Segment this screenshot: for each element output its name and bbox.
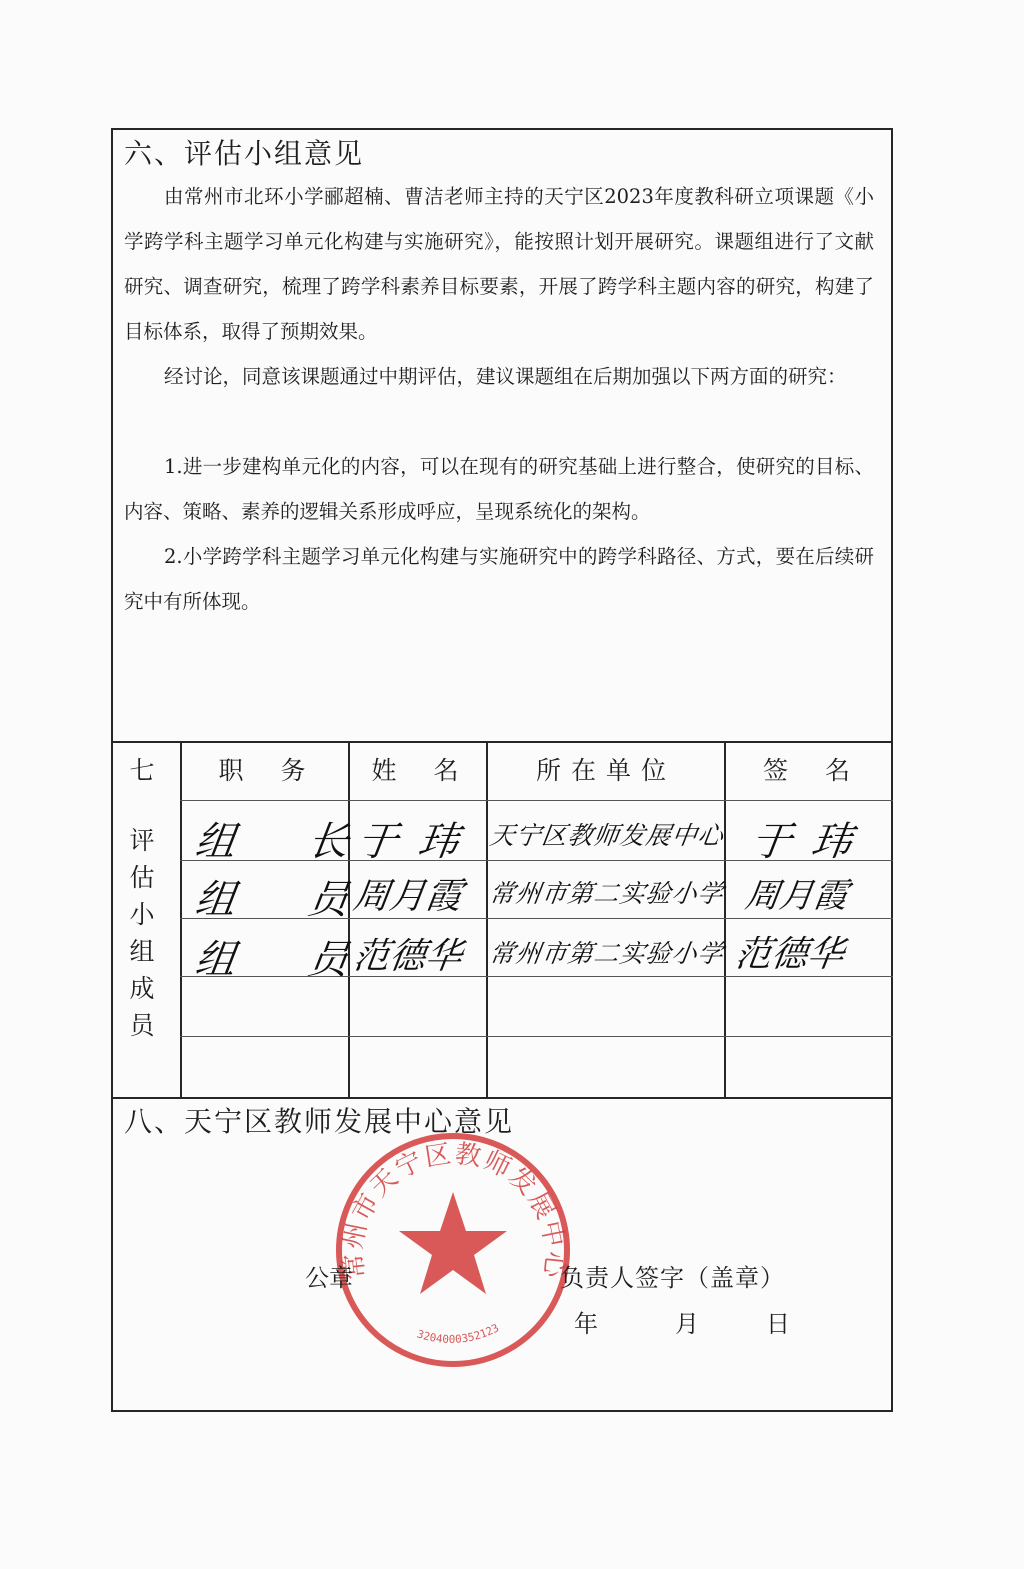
row2-unit: 常州市第二实验小学 [487,879,726,908]
date-day: 日 [766,1310,790,1338]
row1-unit: 天宁区教师发展中心 [487,821,726,850]
seal-number: 3204000352123 [415,1321,502,1346]
section7-number: 七 [129,756,155,785]
header-row-border [180,800,893,801]
signature-label: 负责人签字（盖章） [560,1264,785,1292]
row3-name: 范德华 [350,936,465,977]
header-name: 姓 名 [371,756,465,785]
seal-star-icon [399,1192,507,1294]
header-unit: 所在单位 [535,756,676,785]
row3-unit: 常州市第二实验小学 [487,939,726,968]
section6-paragraph-4: 2.小学跨学科主题学习单元化构建与实施研究中的跨学科路径、方式，要在后续研究中有所体现。 [124,545,874,613]
row3-signature: 范德华 [732,934,847,975]
section7-label-char-2: 估 [129,863,155,892]
row1-role: 组 长 [192,819,382,865]
row1-signature: 于玮 [748,819,875,865]
section7-label-char-1: 评 [129,826,155,855]
date-month: 月 [675,1310,699,1338]
svg-text:3204000352123 [415,1321,501,1346]
header-signature: 签 名 [762,756,856,785]
section8-title: 八、天宁区教师发展中心意见 [124,1105,515,1138]
date-year: 年 [574,1310,598,1338]
section7-label-char-3: 小 [129,900,155,929]
row4-border [180,1036,893,1037]
section8-top-border [111,1097,893,1099]
section6-paragraph-2: 经讨论，同意该课题通过中期评估，建议课题组在后期加强以下两方面的研究： [164,365,847,388]
section7-label-char-5: 成 [129,974,155,1003]
section6-title: 六、评估小组意见 [124,137,365,170]
row2-name: 周月霞 [350,876,465,917]
row2-role: 组 员 [192,877,382,923]
section6-paragraph-3: 1.进一步建构单元化的内容，可以在现有的研究基础上进行整合，使研究的目标、内容、策略、素养的逻辑关系形成呼应，呈现系统化的架构。 [124,455,874,523]
row3-role: 组 员 [192,937,382,983]
section6-paragraph-1: 由常州市北环小学郦超楠、曹洁老师主持的天宁区2023年度教科研立项课题《小学跨学科主题学习单元化构建与实施研究》，能按照计划开展研究。课题组进行了文献研究、调查研究，梳理了跨学科素养目标要素，开展了跨学科主题内容的研究，构建了目标体系，取得了预期效果。 [124,185,874,343]
seal-label: 公章 [305,1264,353,1292]
header-role: 职 务 [218,756,312,785]
section7-label-char-4: 组 [129,937,155,966]
seal-text: 常州市天宁区教师发展中心 [338,1139,570,1281]
row2-signature: 周月霞 [742,876,851,916]
section7-label-char-6: 员 [129,1011,155,1040]
row1-name: 于 玮 [354,819,466,865]
official-seal [333,1130,573,1370]
